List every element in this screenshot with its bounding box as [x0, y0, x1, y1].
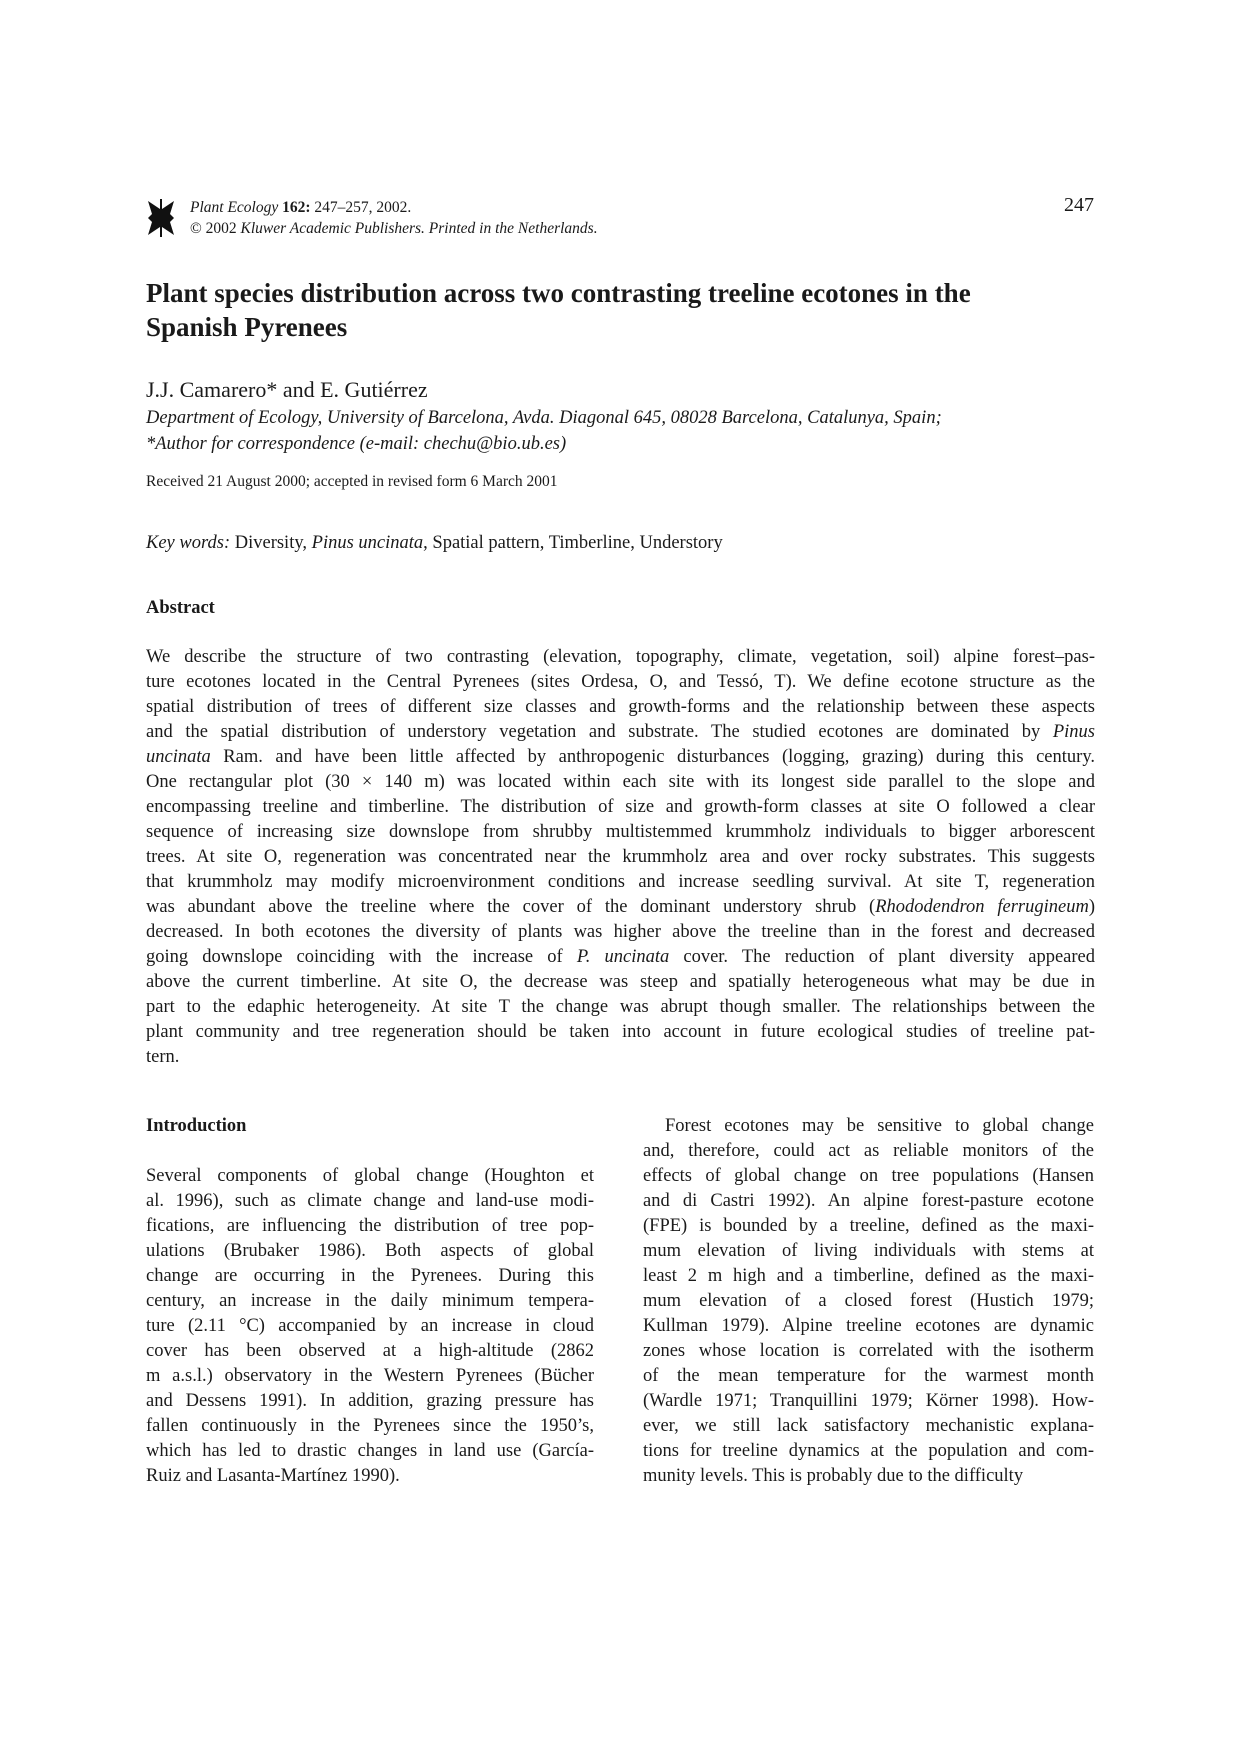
- abstract-species: P. uncinata: [576, 947, 670, 967]
- abstract-line: [146, 745, 1095, 770]
- keywords-label: Key words:: [146, 533, 231, 553]
- page-number: 247: [1064, 194, 1094, 216]
- journal-name: Plant Ecology: [190, 199, 279, 216]
- paragraph-line: fallen continuously in the Pyrenees since the 1950’s,: [146, 1416, 594, 1436]
- abstract-line: trees. At site O, regeneration was concentrated near the krummholz area and over rocky substrates. This suggests: [146, 847, 1095, 867]
- journal-volume: 162:: [282, 199, 311, 216]
- paragraph-line: zones whose location is correlated with the isotherm: [643, 1341, 1094, 1361]
- authors: J.J. Camarero* and E. Gutiérrez: [146, 377, 428, 402]
- journal-pages: 247–257, 2002.: [314, 199, 412, 216]
- abstract-species: Pinus: [1052, 722, 1095, 742]
- abstract-text: ): [1088, 897, 1095, 917]
- paragraph-line: m a.s.l.) observatory in the Western Pyrenees (Bücher: [146, 1366, 594, 1386]
- abstract-line: tern.: [146, 1047, 180, 1067]
- abstract-heading: Abstract: [146, 598, 215, 618]
- abstract-body: [146, 645, 1095, 1070]
- publisher-name: Kluwer Academic Publishers. Printed in the Netherlands.: [240, 220, 598, 237]
- abstract-line: above the current timberline. At site O, the decrease was steep and spatially heterogeneous what may be due in: [146, 972, 1095, 992]
- journal-citation: [190, 197, 598, 218]
- introduction-heading: Introduction: [146, 1116, 247, 1136]
- correspondence-line: *Author for correspondence (e-mail: chechu@bio.ub.es): [146, 434, 567, 454]
- abstract-text: Ram. and have been little affected by anthropogenic disturbances (logging, grazing) during this century.: [210, 747, 1095, 767]
- abstract-line: One rectangular plot (30 × 140 m) was located within each site with its longest side parallel to the slope and: [146, 772, 1095, 792]
- paragraph-line: (Wardle 1971; Tranquillini 1979; Körner 1998). How-: [643, 1391, 1094, 1411]
- keyword: Diversity,: [234, 533, 308, 553]
- keywords: [146, 530, 723, 556]
- paragraph-line: which has led to drastic changes in land use (García-: [146, 1441, 594, 1461]
- paragraph-line: and di Castri 1992). An alpine forest-pasture ecotone: [643, 1191, 1094, 1211]
- copyright-line: [190, 218, 598, 239]
- paragraph-line: change are occurring in the Pyrenees. During this: [146, 1266, 594, 1286]
- affiliation-line: Department of Ecology, University of Barcelona, Avda. Diagonal 645, 08028 Barcelona, Catalunya, Spain;: [146, 408, 942, 428]
- copyright-year: © 2002: [190, 220, 237, 237]
- abstract-line: sequence of increasing size downslope from shrubby multistemmed krummholz individuals to bigger arborescent: [146, 822, 1095, 842]
- paragraph-line: least 2 m high and a timberline, defined as the maxi-: [643, 1266, 1094, 1286]
- paragraph-line: of the mean temperature for the warmest month: [643, 1366, 1094, 1386]
- abstract-species: Rhododendron ferrugineum: [875, 897, 1089, 917]
- abstract-line: We describe the structure of two contrasting (elevation, topography, climate, vegetation, soil) alpine forest–pas-: [146, 647, 1095, 667]
- keyword-species: Pinus uncinata: [311, 533, 424, 553]
- paragraph-line: effects of global change on tree populations (Hansen: [643, 1166, 1094, 1186]
- paragraph-line: ulations (Brubaker 1986). Both aspects of global: [146, 1241, 594, 1261]
- abstract-line: that krummholz may modify microenvironment conditions and increase seedling survival. At site T, regeneration: [146, 872, 1095, 892]
- paragraph-line: and Dessens 1991). In addition, grazing pressure has: [146, 1391, 594, 1411]
- paragraph-line: and, therefore, could act as reliable monitors of the: [643, 1141, 1094, 1161]
- abstract-line: [146, 945, 1095, 970]
- paragraph-line: al. 1996), such as climate change and land-use modi-: [146, 1191, 594, 1211]
- abstract-line: plant community and tree regeneration should be taken into account in future ecological studies of treeline pat-: [146, 1022, 1095, 1042]
- affiliation: [146, 405, 1106, 457]
- abstract-text: going downslope coinciding with the increase of: [146, 947, 563, 967]
- paragraph-line: tions for treeline dynamics at the population and com-: [643, 1441, 1094, 1461]
- paragraph-line: Ruiz and Lasanta-Martínez 1990).: [146, 1466, 400, 1486]
- paper-title-line: Spanish Pyrenees: [146, 312, 348, 342]
- paragraph-line: mum elevation of living individuals with stems at: [643, 1241, 1094, 1261]
- publisher-logo-icon: [146, 197, 176, 239]
- paragraph-line: ture (2.11 °C) accompanied by an increase in cloud: [146, 1316, 594, 1336]
- received-date: Received 21 August 2000; accepted in revised form 6 March 2001: [146, 473, 558, 490]
- paragraph-line: munity levels. This is probably due to the difficulty: [643, 1466, 1024, 1486]
- paragraph-line: mum elevation of a closed forest (Hustich 1979;: [643, 1291, 1094, 1311]
- abstract-text: was abundant above the treeline where the cover of the dominant understory shrub (: [146, 897, 876, 917]
- introduction-right-paragraph: [643, 1114, 1094, 1489]
- paragraph-line: Kullman 1979). Alpine treeline ecotones are dynamic: [643, 1316, 1094, 1336]
- abstract-line: ture ecotones located in the Central Pyrenees (sites Ordesa, O, and Tessó, T). We define ecotone structure as the: [146, 672, 1095, 692]
- abstract-line: spatial distribution of trees of different size classes and growth-forms and the relationship between these aspects: [146, 697, 1095, 717]
- introduction-left-paragraph: [146, 1164, 594, 1489]
- abstract-text: and the spatial distribution of understory vegetation and substrate. The studied ecotones are dominated by: [146, 722, 1041, 742]
- abstract-species: uncinata: [146, 747, 211, 767]
- paragraph-line: (FPE) is bounded by a treeline, defined as the maxi-: [643, 1216, 1094, 1236]
- paragraph-line: century, an increase in the daily minimum tempera-: [146, 1291, 594, 1311]
- abstract-line: part to the edaphic heterogeneity. At site T the change was abrupt though smaller. The relationships between the: [146, 997, 1095, 1017]
- keyword: , Spatial pattern, Timberline, Understory: [423, 533, 723, 553]
- paragraph-line: ever, we still lack satisfactory mechanistic explana-: [643, 1416, 1094, 1436]
- abstract-line: [146, 720, 1095, 745]
- abstract-line: decreased. In both ecotones the diversity of plants was higher above the treeline than in the forest and decreased: [146, 922, 1095, 942]
- paper-title: [146, 276, 1096, 344]
- abstract-text: cover. The reduction of plant diversity appeared: [669, 947, 1096, 967]
- abstract-line: [146, 895, 1095, 920]
- paper-title-line: Plant species distribution across two contrasting treeline ecotones in the: [146, 278, 971, 308]
- paragraph-line: Forest ecotones may be sensitive to global change: [665, 1116, 1094, 1136]
- paragraph-line: fications, are influencing the distribution of tree pop-: [146, 1216, 594, 1236]
- introduction-left-column: [146, 1114, 594, 1489]
- introduction-right-column: [643, 1114, 1094, 1489]
- paragraph-line: cover has been observed at a high-altitude (2862: [146, 1341, 594, 1361]
- paragraph-line: Several components of global change (Houghton et: [146, 1166, 594, 1186]
- journal-header: [190, 197, 598, 239]
- abstract-line: encompassing treeline and timberline. The distribution of size and growth-form classes at site O followed a clear: [146, 797, 1095, 817]
